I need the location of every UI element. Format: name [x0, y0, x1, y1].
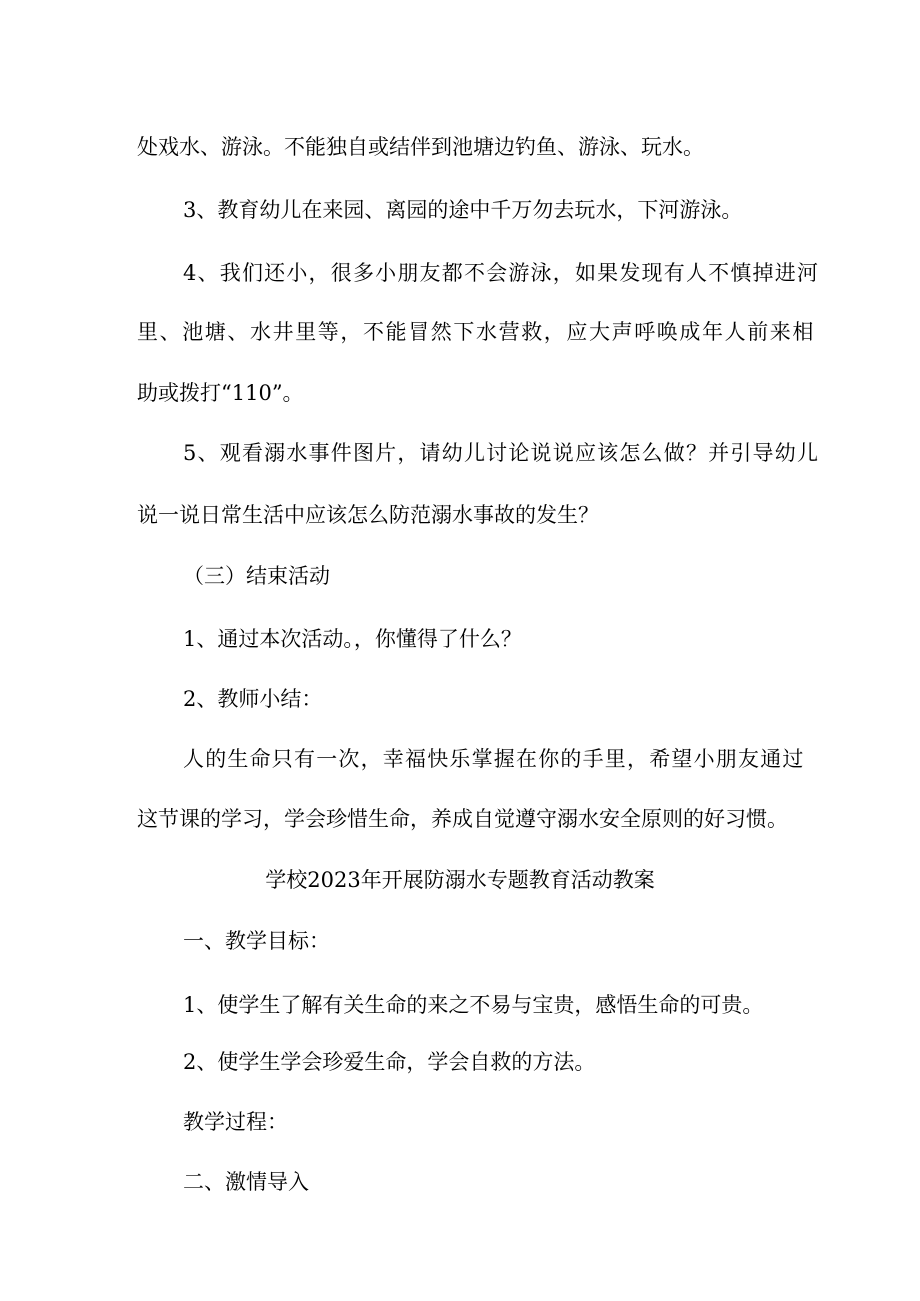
paragraph-line: 助或拨打“110”。 — [137, 381, 304, 405]
paragraph-line: 说一说日常生活中应该怎么防范溺水事故的发生？ — [137, 503, 599, 527]
paragraph-line: 这节课的学习，学会珍惜生命，养成自觉遵守溺水安全原则的好习惯。 — [137, 807, 788, 831]
list-item: 2、教师小结： — [183, 687, 323, 711]
section-heading: 一、教学目标： — [183, 929, 330, 953]
list-item: 1、使学生了解有关生命的来之不易与宝贵，感悟生命的可贵。 — [183, 993, 764, 1017]
section-heading: 教学过程： — [183, 1110, 288, 1134]
list-item: 5、观看溺水事件图片，请幼儿讨论说说应该怎么做？并引导幼儿 — [183, 441, 820, 465]
list-item: 4、我们还小，很多小朋友都不会游泳，如果发现有人不慎掉进河 — [183, 261, 820, 285]
list-item: 1、通过本次活动。，你懂得了什么？ — [183, 627, 522, 651]
paragraph-line: 人的生命只有一次，幸福快乐掌握在你的手里，希望小朋友通过 — [183, 747, 805, 771]
paragraph-line: 处戏水、游泳。不能独自或结伴到池塘边钓鱼、游泳、玩水。 — [137, 135, 704, 159]
section-heading: 二、激情导入 — [183, 1170, 309, 1194]
list-item: 3、教育幼儿在来园、离园的途中千万勿去玩水，下河游泳。 — [183, 198, 743, 222]
document-title: 学校2023年开展防溺水专题教育活动教案 — [265, 868, 655, 892]
paragraph-line: 里、池塘、水井里等，不能冒然下水营救，应大声呼唤成年人前来相 — [137, 320, 815, 344]
section-heading: （三）结束活动 — [183, 564, 330, 588]
list-item: 2、使学生学会珍爱生命，学会自救的方法。 — [183, 1050, 596, 1074]
